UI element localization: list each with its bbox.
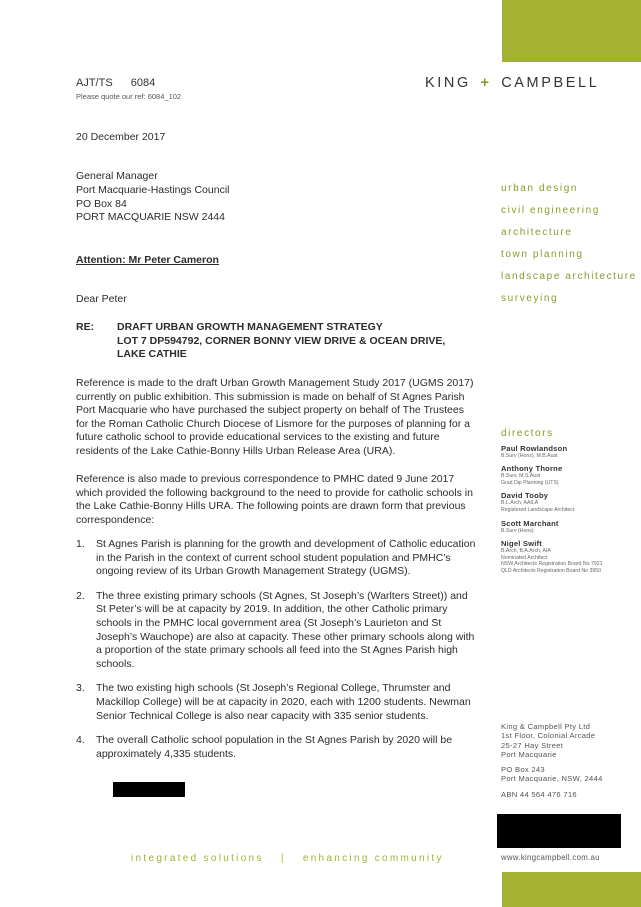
points-list (76, 538, 476, 772)
list-item (76, 682, 476, 723)
tagline-separator: | (280, 853, 286, 864)
director-name: David Tooby (501, 491, 549, 501)
company-po-box: PO Box 243 (501, 765, 545, 775)
director-credential: B.L.Arch, AAILA (501, 500, 539, 507)
service-item: architecture (501, 227, 573, 238)
list-item (76, 538, 476, 579)
director-credential: Grad Dip Planning (UTS) (501, 479, 559, 486)
point-number: 4. (76, 734, 85, 747)
company-po-city: Port Macquarie, NSW, 2444 (501, 774, 603, 784)
redacted-signature (113, 782, 185, 797)
re-label: RE: (76, 321, 95, 333)
service-item: surveying (501, 293, 559, 304)
director-credential: B.Arch, B.A.Arch, AIA (501, 548, 551, 555)
director-entry (501, 539, 636, 574)
point-text: St Agnes Parish is planning for the growth and development of Catholic education in the Parish in the context of current school student population and PMHC’s ongoing review of its Urban Growth Management Strategy (UGMS). (96, 538, 476, 578)
point-text: The overall Catholic school population in the St Agnes Parish by 2020 will be approximately 4,335 students. (96, 734, 453, 760)
re-subject (117, 321, 457, 362)
director-entry (501, 519, 636, 534)
salutation: Dear Peter (76, 293, 127, 305)
director-name: Paul Rowlandson (501, 444, 568, 453)
director-credential: B.Surv (Hons), M.B.Aust (501, 453, 558, 459)
director-credential: Registered Landscape Architect (501, 506, 575, 513)
service-item: landscape architecture (501, 271, 637, 282)
directors-heading: directors (501, 428, 554, 439)
director-credential: B.Surv (Hons) (501, 528, 534, 535)
footer-tagline (131, 853, 444, 864)
director-credential: B.Surv, M.S.Aust (501, 473, 541, 480)
paragraph-2: Reference is also made to previous correspondence to PMHC dated 9 June 2017 which provided the following background to the need to provide for catholic schools in the Lake Cathie-Bonny Hills URA. The following points are drawn form that previous correspondence: (76, 473, 473, 526)
director-entry (501, 444, 636, 459)
director-credential: Nominated Architect (501, 554, 548, 561)
services-list (501, 178, 637, 310)
director-credential: QLD Architects Registration Board No 3950 (501, 567, 602, 574)
company-address-line: 25-27 Hay Street (501, 740, 564, 750)
service-item: civil engineering (501, 205, 600, 216)
brand-color-block-top (502, 0, 641, 62)
company-abn: ABN 44 564 476 716 (501, 789, 577, 799)
point-number: 3. (76, 682, 85, 695)
logo-king: KING (425, 75, 471, 91)
reference-code: AJT/TS (76, 77, 113, 89)
company-address-line: 1st Floor, Colonial Arcade (501, 731, 596, 741)
recipient-line-1: General Manager (76, 170, 158, 182)
point-text: The three existing primary schools (St Agnes, St Joseph’s (Warlters Street)) and St Peter’s will be at capacity by 2019. In addition, the other Catholic primary schools in the PMHC local government area (St Joseph’s Laurieton and St Joseph’s Wauchope) are also at capacity. These other primary schools along with a proportion of the state primary schools all feed into the St Agnes Parish high schools. (96, 589, 475, 670)
director-name: Anthony Thorne (501, 464, 563, 474)
recipient-line-4: PORT MACQUARIE NSW 2444 (76, 211, 225, 224)
point-text: The two existing high schools (St Joseph’s Regional College, Thrumster and Mackillop College) will be at capacity in 2020, each with 1200 students. Newman Senior Technical College is also near capacity with 335 senior students. (96, 682, 471, 722)
service-item: urban design (501, 183, 579, 194)
tagline-right: enhancing community (302, 853, 444, 864)
director-entry (501, 491, 636, 513)
recipient-line-3: PO Box 84 (76, 197, 127, 210)
paragraph-1: Reference is made to the draft Urban Growth Management Study 2017 (UGMS 2017) currently on public exhibition. This submission is made on behalf of St Agnes Parish Port Macquarie who have purchased the subject property on behalf of The Trustees for the Roman Catholic Church Diocese of Lismore for the purposes of planning for a future catholic school to provide educational services to the existing and future residents of the Lake Cathie-Bonny Hills Urban Release Area (URA). (76, 377, 474, 457)
company-website[interactable]: www.kingcampbell.com.au (501, 853, 600, 862)
directors-block (501, 428, 636, 574)
service-item: town planning (501, 249, 584, 260)
director-entry (501, 464, 636, 486)
re-subject-line-2: LOT 7 DP594792, CORNER BONNY VIEW DRIVE & OCEAN DRIVE, LAKE CATHIE (117, 334, 446, 361)
attention-line: Attention: Mr Peter Cameron (76, 254, 219, 266)
letter-date: 20 December 2017 (76, 131, 166, 143)
logo-plus: + (480, 75, 492, 91)
redacted-contact (497, 814, 621, 848)
director-name: Nigel Swift (501, 539, 543, 549)
company-logo (425, 75, 599, 91)
reference-number: 6084 (130, 77, 156, 89)
company-address (501, 722, 636, 799)
company-name: King & Campbell Pty Ltd (501, 722, 591, 731)
re-subject-line-1: DRAFT URBAN GROWTH MANAGEMENT STRATEGY (117, 321, 383, 333)
tagline-left: integrated solutions (131, 853, 264, 864)
director-name: Scott Marchant (501, 519, 559, 529)
director-credential: NSW Architects Registration Board No 7921 (501, 561, 603, 568)
point-number: 2. (76, 589, 85, 602)
quote-reference: Please quote our ref: 6084_102 (76, 92, 182, 101)
reference (76, 77, 155, 89)
point-number: 1. (76, 538, 85, 550)
list-item (76, 734, 476, 761)
recipient-address (76, 170, 229, 225)
recipient-line-2: Port Macquarie-Hastings Council (76, 183, 230, 196)
brand-color-block-bottom (502, 872, 641, 907)
list-item (76, 590, 476, 672)
company-address-line: Port Macquarie (501, 749, 557, 759)
logo-campbell: CAMPBELL (501, 75, 600, 91)
